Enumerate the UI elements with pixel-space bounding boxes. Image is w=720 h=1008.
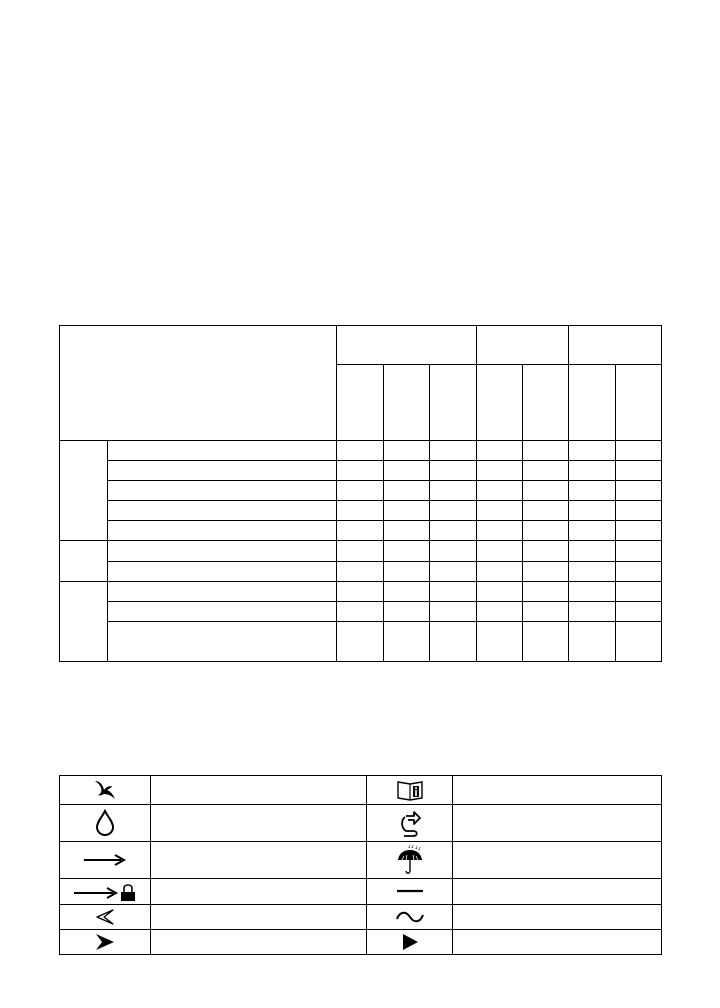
outline-arrowhead-icon <box>59 904 150 929</box>
arrow-right-icon <box>59 841 150 878</box>
play-triangle-icon <box>367 929 452 954</box>
legend-row <box>59 878 662 904</box>
legend-text <box>151 804 366 841</box>
legend-row <box>59 841 662 878</box>
legend-text <box>151 904 366 929</box>
water-drop-icon <box>59 804 150 841</box>
direct-current-icon <box>367 878 452 904</box>
legend-row <box>59 775 662 804</box>
filled-arrowhead-icon <box>59 929 150 954</box>
legend-text <box>453 878 661 904</box>
legend-text <box>151 775 366 804</box>
legend-row <box>59 929 662 954</box>
recycle-arrow-icon <box>367 804 452 841</box>
legend-text <box>151 929 366 954</box>
legend-row <box>59 904 662 929</box>
bird-icon <box>59 775 150 804</box>
legend-text <box>453 841 661 878</box>
legend-text <box>453 804 661 841</box>
legend-row <box>59 804 662 841</box>
manual-info-icon <box>367 775 452 804</box>
legend-text <box>453 775 661 804</box>
legend-text <box>453 904 661 929</box>
alternating-current-icon <box>367 904 452 929</box>
umbrella-rain-icon <box>367 841 452 878</box>
legend-text <box>151 841 366 878</box>
symbol-legend-table <box>59 775 662 955</box>
arrow-lock-icon <box>59 878 150 904</box>
legend-text <box>453 929 661 954</box>
legend-text <box>151 878 366 904</box>
